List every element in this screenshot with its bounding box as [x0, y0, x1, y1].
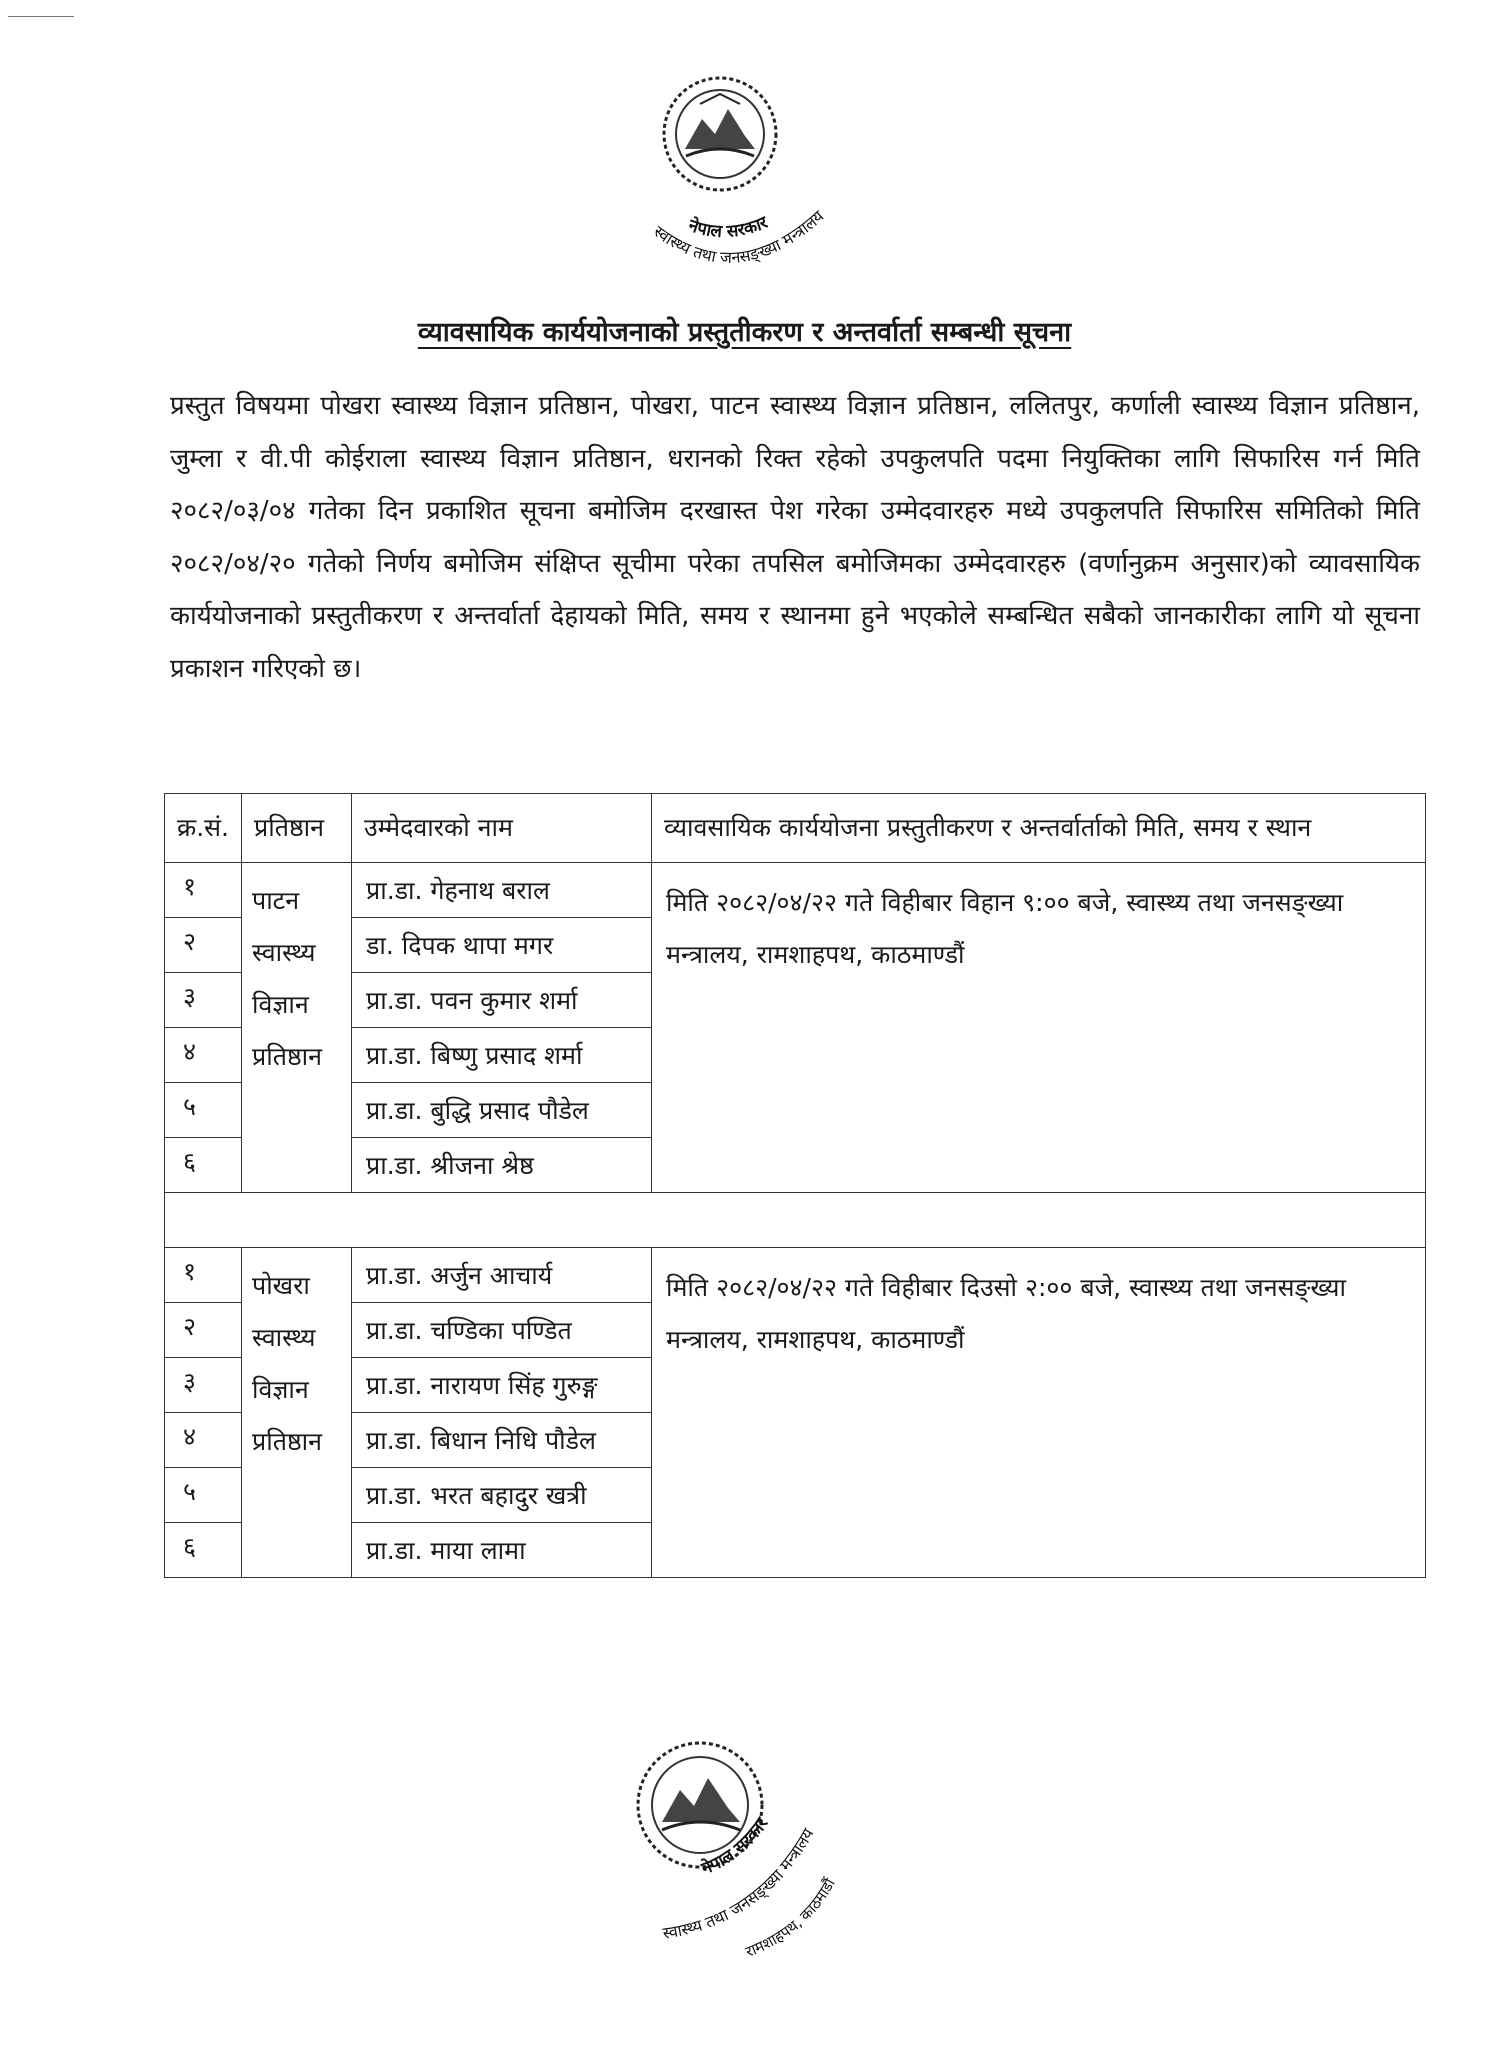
row-sn: ५: [165, 1083, 242, 1138]
notice-heading: व्यावसायिक कार्ययोजनाको प्रस्तुतीकरण र अन्तर्वार्ता सम्बन्धी सूचना: [417, 317, 1072, 348]
row-sn: ५: [165, 1468, 242, 1523]
header-candidate: उम्मेदवारको नाम: [352, 794, 652, 863]
schedule-cell: मिति २०८२/०४/२२ गते विहीबार दिउसो २:०० बजे, स्वास्थ्य तथा जनसङ्ख्या मन्त्रालय, रामशाहपथ, काठमाण्डौं: [652, 1248, 1426, 1578]
candidate-name: डा. दिपक थापा मगर: [352, 918, 652, 973]
schedule-cell: मिति २०८२/०४/२२ गते विहीबार विहान ९:०० बजे, स्वास्थ्य तथा जनसङ्ख्या मन्त्रालय, रामशाहपथ, काठमाण्डौं: [652, 863, 1426, 1193]
row-sn: ३: [165, 1358, 242, 1413]
row-sn: २: [165, 1303, 242, 1358]
candidate-name: प्रा.डा. भरत बहादुर खत्री: [352, 1468, 652, 1523]
seal-text: रामशाहपथ, काठमाडौं: [742, 1875, 839, 1961]
table-spacer-row: [165, 1193, 1426, 1248]
table-header-row: [165, 794, 1426, 863]
candidate-name: प्रा.डा. बिधान निधि पौडेल: [352, 1413, 652, 1468]
candidate-name: प्रा.डा. चण्डिका पण्डित: [352, 1303, 652, 1358]
row-sn: १: [165, 1248, 242, 1303]
candidate-name: प्रा.डा. नारायण सिंह गुरुङ्ग: [352, 1358, 652, 1413]
table-row: [165, 1248, 1426, 1303]
header-sn: क्र.सं.: [165, 794, 242, 863]
spacer-cell: [165, 1193, 1426, 1248]
row-sn: ३: [165, 973, 242, 1028]
ministry-seal-bottom: [590, 1710, 890, 1990]
seal-text: स्वास्थ्य तथा जनसङ्ख्या मन्त्रालय: [661, 1824, 818, 1943]
row-sn: ६: [165, 1523, 242, 1578]
candidate-name: प्रा.डा. गेहनाथ बराल: [352, 863, 652, 918]
row-sn: ४: [165, 1028, 242, 1083]
candidate-name: प्रा.डा. माया लामा: [352, 1523, 652, 1578]
table-row: [165, 863, 1426, 918]
notice-body-paragraph: प्रस्तुत विषयमा पोखरा स्वास्थ्य विज्ञान प्रतिष्ठान, पोखरा, पाटन स्वास्थ्य विज्ञान प्रतिष्ठान, ललितपुर, कर्णाली स्वास्थ्य विज्ञान प्रतिष्ठान, जुम्ला र वी.पी कोईराला स्वास्थ्य विज्ञान प्रतिष्ठान, धरानको रिक्त रहेको उपकुलपति पदमा नियुक्तिका लागि सिफारिस गर्न मिति २०८२/०३/०४ गतेका दिन प्रकाशित सूचना बमोजिम दरखास्त पेश गरेका उम्मेदवारहरु मध्ये उपकुलपति सिफारिस समितिको मिति २०८२/०४/२० गतेको निर्णय बमोजिम संक्षिप्त सूचीमा परेका तपसिल बमोजिमका उम्मेदवारहरु (वर्णानुक्रम अनुसार)को व्यावसायिक कार्ययोजनाको प्रस्तुतीकरण र अन्तर्वार्ता देहायको मिति, समय र स्थानमा हुने भएकोले सम्बन्धित सबैको जानकारीका लागि यो सूचना प्रकाशन गरिएको छ।: [170, 391, 1420, 684]
header-institute: प्रतिष्ठान: [242, 794, 352, 863]
row-sn: ४: [165, 1413, 242, 1468]
candidate-name: प्रा.डा. बिष्णु प्रसाद शर्मा: [352, 1028, 652, 1083]
seal-text: स्वास्थ्य तथा जनसङ्ख्या मन्त्रालय: [650, 206, 828, 267]
candidate-name: प्रा.डा. अर्जुन आचार्य: [352, 1248, 652, 1303]
candidate-name: प्रा.डा. श्रीजना श्रेष्ठ: [352, 1138, 652, 1193]
candidate-name: प्रा.डा. पवन कुमार शर्मा: [352, 973, 652, 1028]
candidate-schedule-table: [164, 793, 1426, 1578]
emblem-icon: [664, 78, 776, 190]
row-sn: २: [165, 918, 242, 973]
ministry-seal-top: [590, 64, 890, 294]
row-sn: १: [165, 863, 242, 918]
row-sn: ६: [165, 1138, 242, 1193]
candidate-name: प्रा.डा. बुद्धि प्रसाद पौडेल: [352, 1083, 652, 1138]
seal-text: नेपाल सरकार: [698, 1814, 773, 1880]
scan-edge-mark: [8, 16, 74, 17]
institute-cell: पोखरा स्वास्थ्य विज्ञान प्रतिष्ठान: [242, 1248, 352, 1578]
institute-cell: पाटन स्वास्थ्य विज्ञान प्रतिष्ठान: [242, 863, 352, 1193]
header-schedule: व्यावसायिक कार्ययोजना प्रस्तुतीकरण र अन्तर्वार्ताको मिति, समय र स्थान: [652, 794, 1426, 863]
seal-text: नेपाल सरकार: [685, 212, 771, 242]
